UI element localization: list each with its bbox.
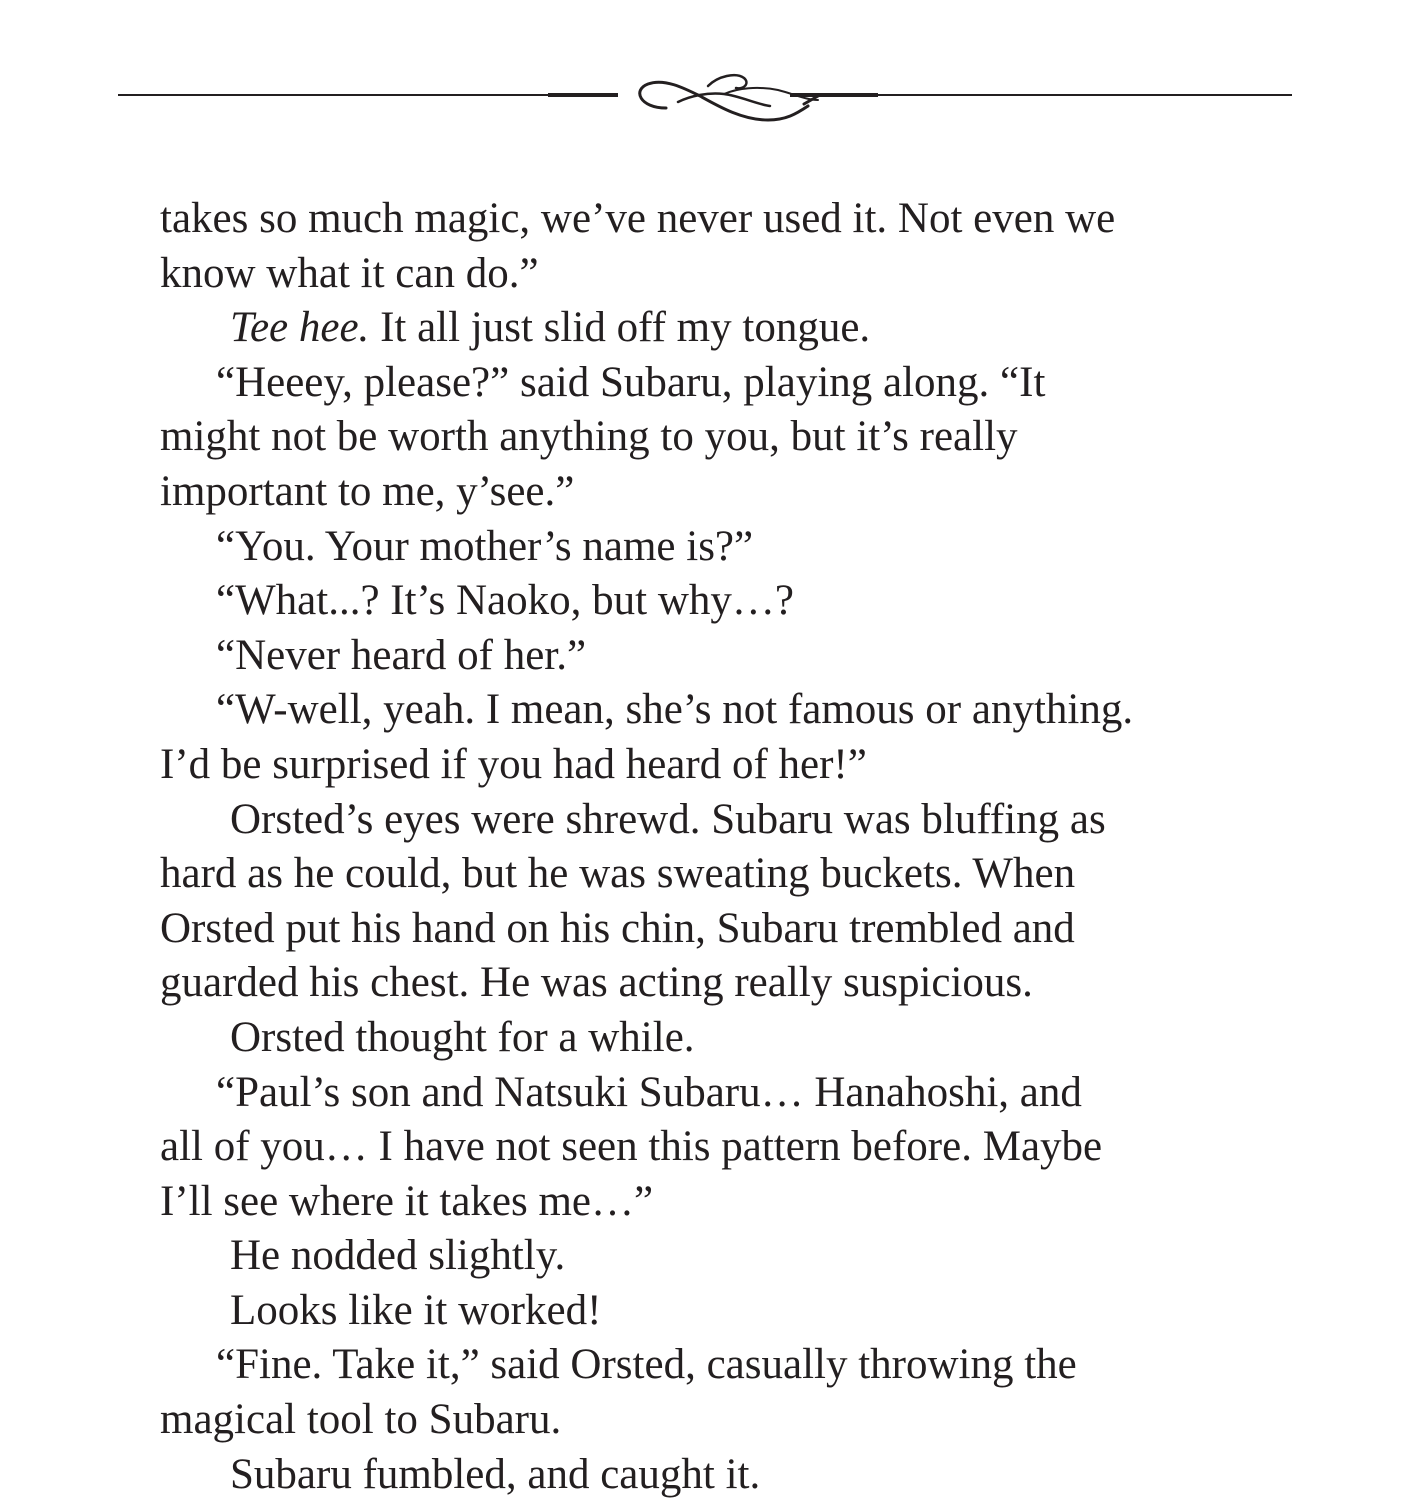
line-text: He nodded slightly. bbox=[230, 1232, 566, 1280]
text-line bbox=[160, 356, 1250, 411]
text-line bbox=[160, 1175, 1250, 1230]
line-text: “Heeey, please?” said Subaru, playing along. “It bbox=[216, 358, 1046, 406]
line-text: “Never heard of her.” bbox=[216, 631, 587, 679]
text-line bbox=[160, 1338, 1250, 1393]
text-line bbox=[160, 410, 1250, 465]
text-line bbox=[160, 847, 1250, 902]
line-text: “W-well, yeah. I mean, she’s not famous or anything. bbox=[216, 686, 1134, 734]
text-line bbox=[160, 1448, 1250, 1502]
line-text: takes so much magic, we’ve never used it. Not even we bbox=[160, 195, 1116, 242]
text-line bbox=[160, 301, 1250, 356]
text-line bbox=[160, 1393, 1250, 1448]
text-line bbox=[160, 629, 1250, 684]
text-line bbox=[160, 247, 1250, 302]
line-text: “You. Your mother’s name is?” bbox=[216, 522, 754, 570]
line-text: guarded his chest. He was acting really suspicious. bbox=[160, 959, 1033, 1007]
text-line bbox=[160, 683, 1250, 738]
line-text: hard as he could, but he was sweating buckets. When bbox=[160, 850, 1076, 898]
text-line bbox=[160, 902, 1250, 957]
text-line bbox=[160, 1284, 1250, 1339]
line-text: Orsted put his hand on his chin, Subaru trembled and bbox=[160, 904, 1075, 952]
line-text: magical tool to Subaru. bbox=[160, 1396, 562, 1444]
text-line bbox=[160, 1011, 1250, 1066]
line-text: Subaru fumbled, and caught it. bbox=[230, 1450, 761, 1498]
line-text: Orsted thought for a while. bbox=[230, 1013, 695, 1061]
line-text: I’d be surprised if you had heard of her!” bbox=[160, 740, 867, 788]
line-text: It all just slid off my tongue. bbox=[369, 304, 871, 352]
text-line bbox=[160, 793, 1250, 848]
text-line bbox=[160, 1120, 1250, 1175]
line-text: all of you… I have not seen this pattern before. Maybe bbox=[160, 1123, 1103, 1171]
line-text: I’ll see where it takes me…” bbox=[160, 1177, 654, 1225]
text-line bbox=[160, 1066, 1250, 1121]
italic-text: Tee hee. bbox=[230, 304, 370, 352]
line-text: Orsted’s eyes were shrewd. Subaru was bluffing as bbox=[230, 795, 1106, 843]
text-line bbox=[160, 738, 1250, 793]
line-text: Looks like it worked! bbox=[230, 1286, 602, 1334]
text-line bbox=[160, 1229, 1250, 1284]
line-text: “Fine. Take it,” said Orsted, casually throwing the bbox=[216, 1341, 1077, 1389]
flourish-icon bbox=[640, 75, 818, 120]
decorative-divider bbox=[118, 62, 1292, 130]
body-text bbox=[160, 192, 1250, 1502]
text-line bbox=[160, 465, 1250, 520]
text-line bbox=[160, 574, 1250, 629]
line-text: might not be worth anything to you, but it’s really bbox=[160, 413, 1018, 461]
line-text: “Paul’s son and Natsuki Subaru… Hanahoshi, and bbox=[216, 1068, 1082, 1116]
text-line bbox=[160, 956, 1250, 1011]
text-line bbox=[160, 192, 1250, 247]
line-text: know what it can do.” bbox=[160, 249, 539, 297]
line-text: important to me, y’see.” bbox=[160, 467, 575, 515]
text-line bbox=[160, 520, 1250, 575]
line-text: “What...? It’s Naoko, but why…? bbox=[216, 577, 794, 625]
